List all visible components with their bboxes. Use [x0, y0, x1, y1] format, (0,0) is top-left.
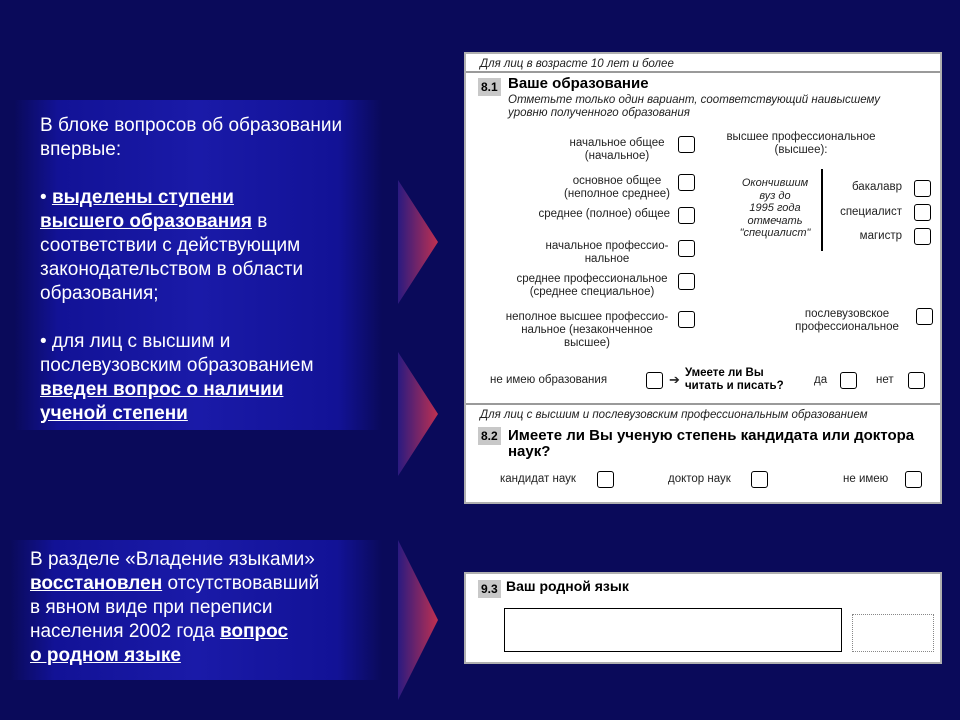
text-line: законодательством в области: [40, 259, 304, 280]
option-label: доктор наук: [668, 473, 731, 485]
question-subtitle: уровню полученного образования: [508, 107, 690, 119]
checkbox-bachelor[interactable]: [914, 180, 931, 197]
option-label: неполное высшее профессио- нальное (незаконченное высшее): [505, 311, 669, 349]
checkbox-postgrad[interactable]: [916, 308, 933, 325]
degree-label: бакалавр: [851, 181, 902, 193]
census-form-language: [464, 572, 942, 664]
yes-label: да: [814, 374, 828, 386]
question-title: Имеете ли Вы ученую степень кандидата или доктора наук?: [508, 427, 915, 460]
bullet-2: • для лиц с высшим и: [40, 331, 231, 352]
no-education-label: не имею образования: [490, 374, 608, 386]
arrow-icon: ➔: [669, 372, 680, 387]
checkbox-no-education[interactable]: [646, 372, 663, 389]
text-line: ученой степени: [40, 403, 188, 424]
text-line: В разделе «Владение языками»: [30, 549, 315, 570]
text-line: восстановлен отсутствовавший: [30, 573, 320, 594]
checkbox-basic[interactable]: [678, 174, 695, 191]
text-line: В блоке вопросов об образовании: [40, 115, 343, 136]
text-line: введен вопрос о наличии: [40, 379, 284, 400]
bullet-1-line2: высшего образования в: [40, 211, 268, 232]
option-label: среднее профессиональное (среднее специальное): [516, 273, 668, 298]
form-header: Для лиц в возрасте 10 лет и более: [480, 58, 674, 70]
text-line: о родном языке: [30, 645, 181, 666]
question-number: 8.1: [478, 78, 501, 96]
question-number: 9.3: [478, 580, 501, 598]
native-language-input[interactable]: [504, 608, 842, 652]
checkbox-doctor[interactable]: [751, 471, 768, 488]
postgrad-label: послевузовское профессиональное: [795, 308, 899, 333]
text-line: в явном виде при переписи: [30, 597, 273, 618]
text-line: послевузовским образованием: [40, 355, 314, 376]
literacy-question: Умеете ли Вы читать и писать?: [685, 367, 784, 392]
checkbox-secondary-prof[interactable]: [678, 273, 695, 290]
checkbox-master[interactable]: [914, 228, 931, 245]
right-arrow-icon: [384, 540, 440, 700]
checkbox-candidate[interactable]: [597, 471, 614, 488]
form-header: Для лиц с высшим и послевузовским профессиональным образованием: [480, 409, 868, 421]
question-title: Ваше образование: [508, 75, 649, 92]
checkbox-initial-prof[interactable]: [678, 240, 695, 257]
checkbox-incomplete-higher[interactable]: [678, 311, 695, 328]
question-subtitle: Отметьте только один вариант, соответствующий наивысшему: [508, 94, 881, 106]
census-form-education: [464, 52, 942, 504]
bullet-1: • выделены ступени: [40, 187, 234, 208]
text-line: образования;: [40, 283, 159, 304]
text-line: соответствии с действующим: [40, 235, 301, 256]
checkbox-secondary[interactable]: [678, 207, 695, 224]
question-title: Ваш родной язык: [506, 578, 629, 594]
education-text-panel: [14, 100, 382, 430]
checkbox-no[interactable]: [908, 372, 925, 389]
specialist-note: Окончившим вуз до 1995 года отмечать "специалист": [739, 177, 811, 239]
option-label: кандидат наук: [500, 473, 576, 485]
text-line: впервые:: [40, 139, 122, 160]
option-label: основное общее (неполное среднее): [564, 175, 670, 200]
option-label: начальное общее (начальное): [569, 137, 665, 162]
right-arrow-icon: [384, 180, 440, 304]
degree-label: специалист: [840, 206, 902, 218]
degree-label: магистр: [859, 230, 902, 242]
right-arrow-icon: [384, 352, 440, 476]
checkbox-specialist[interactable]: [914, 204, 931, 221]
question-number: 8.2: [478, 427, 501, 445]
text-line: населения 2002 года вопрос: [30, 621, 289, 642]
checkbox-yes[interactable]: [840, 372, 857, 389]
option-label: не имею: [843, 473, 889, 485]
language-text-panel: [10, 540, 382, 680]
option-label: начальное профессио- нальное: [545, 240, 669, 265]
option-label: среднее (полное) общее: [538, 208, 670, 220]
higher-education-label: высшее профессиональное (высшее):: [726, 131, 876, 156]
checkbox-none[interactable]: [905, 471, 922, 488]
no-label: нет: [876, 374, 894, 386]
checkbox-primary[interactable]: [678, 136, 695, 153]
code-box: [852, 614, 934, 652]
